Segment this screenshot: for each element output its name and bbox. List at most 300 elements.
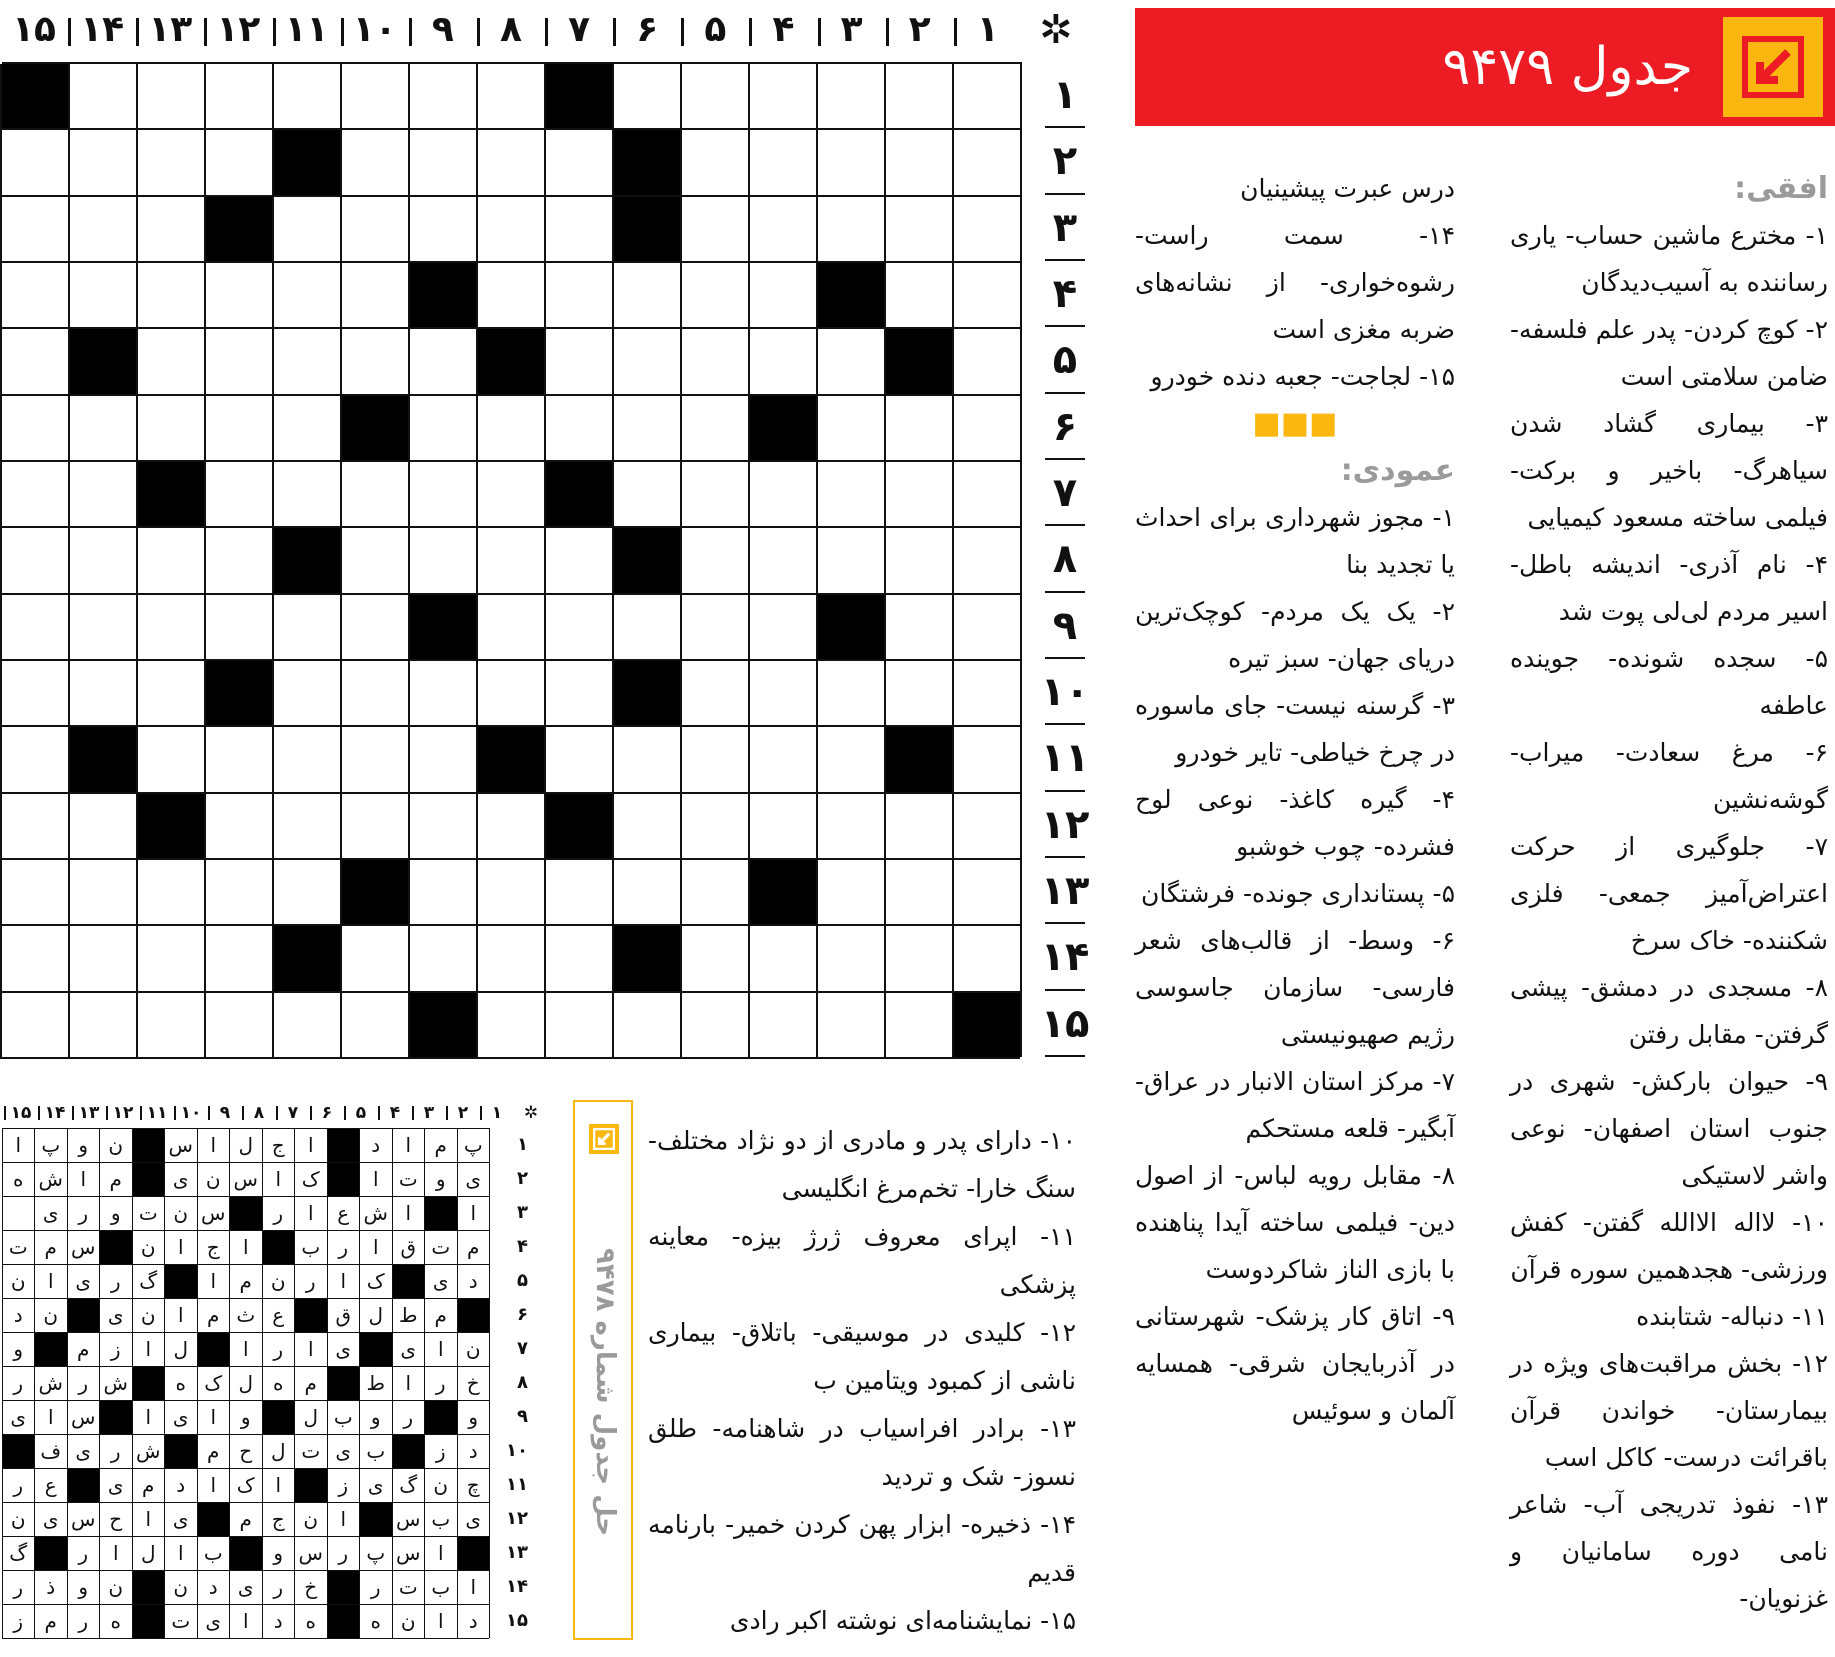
grid-cell[interactable] <box>0 794 68 860</box>
grid-cell[interactable] <box>408 462 476 528</box>
clue-text: ۳- گرسنه نیست- جای ماسوره در چرخ خیاطی- تایر خودرو <box>1135 691 1455 767</box>
grid-cell[interactable] <box>204 462 272 528</box>
grid-cell[interactable] <box>204 396 272 462</box>
black-cell <box>544 64 612 130</box>
grid-cell[interactable] <box>68 197 136 263</box>
grid-cell[interactable] <box>68 130 136 196</box>
black-cell <box>204 661 272 727</box>
grid-cell[interactable] <box>340 263 408 329</box>
grid-cell[interactable] <box>748 64 816 130</box>
grid-cell[interactable] <box>544 993 612 1059</box>
grid-cell[interactable] <box>204 926 272 992</box>
grid-cell[interactable] <box>952 197 1020 263</box>
grid-cell[interactable] <box>884 263 952 329</box>
grid-cell[interactable] <box>544 329 612 395</box>
black-cell <box>272 130 340 196</box>
grid-cell[interactable] <box>884 993 952 1059</box>
clues-middle-column <box>1135 165 1455 1434</box>
grid-cell[interactable] <box>0 860 68 926</box>
grid-cell[interactable] <box>748 993 816 1059</box>
grid-cell[interactable] <box>476 263 544 329</box>
grid-cell[interactable] <box>0 329 68 395</box>
grid-cell[interactable] <box>408 130 476 196</box>
grid-cell[interactable] <box>884 661 952 727</box>
row-number: ۶ <box>1030 394 1100 460</box>
solution-letter: ش <box>34 1367 67 1401</box>
grid-cell[interactable] <box>136 396 204 462</box>
solution-row-number: ۷ <box>517 1338 528 1359</box>
grid-cell[interactable] <box>340 595 408 661</box>
grid-cell[interactable] <box>204 727 272 793</box>
grid-cell[interactable] <box>476 197 544 263</box>
solution-letter: ا <box>197 1401 230 1435</box>
grid-cell[interactable] <box>136 197 204 263</box>
grid-cell[interactable] <box>136 64 204 130</box>
solution-row-number: ۲ <box>517 1168 528 1189</box>
grid-cell[interactable] <box>952 794 1020 860</box>
solution-letter: ت <box>164 1605 197 1639</box>
grid-cell[interactable] <box>68 595 136 661</box>
solution-letter: و <box>2 1333 35 1367</box>
grid-cell[interactable] <box>748 528 816 594</box>
grid-cell[interactable] <box>748 794 816 860</box>
solution-letter: ا <box>457 1197 490 1231</box>
clue-text: ۸- مسجدی در دمشق- پیشی گرفتن- مقابل رفتن <box>1510 973 1828 1049</box>
solution-row-number: ۶ <box>517 1304 528 1325</box>
grid-cell[interactable] <box>680 595 748 661</box>
solution-letter: ک <box>197 1367 230 1401</box>
grid-cell[interactable] <box>816 860 884 926</box>
solution-black-cell <box>197 1503 230 1537</box>
grid-cell[interactable] <box>0 396 68 462</box>
grid-cell[interactable] <box>204 794 272 860</box>
grid-cell[interactable] <box>680 263 748 329</box>
solution-letter: ی <box>67 1435 100 1469</box>
grid-cell[interactable] <box>408 661 476 727</box>
solution-letter: ش <box>34 1163 67 1197</box>
grid-cell[interactable] <box>272 197 340 263</box>
grid-cell[interactable] <box>612 794 680 860</box>
grid-cell[interactable] <box>612 396 680 462</box>
grid-cell[interactable] <box>952 329 1020 395</box>
grid-cell[interactable] <box>68 396 136 462</box>
grid-cell[interactable] <box>476 926 544 992</box>
grid-cell[interactable] <box>0 661 68 727</box>
grid-cell[interactable] <box>884 926 952 992</box>
row-number: ۵ <box>1030 327 1100 393</box>
grid-cell[interactable] <box>680 462 748 528</box>
grid-cell[interactable] <box>476 595 544 661</box>
column-number: ۱۴ <box>68 0 136 60</box>
grid-cell[interactable] <box>340 130 408 196</box>
grid-cell[interactable] <box>136 329 204 395</box>
grid-cell[interactable] <box>68 64 136 130</box>
grid-cell[interactable] <box>340 528 408 594</box>
grid-cell[interactable] <box>884 595 952 661</box>
grid-cell[interactable] <box>272 396 340 462</box>
grid-cell[interactable] <box>612 993 680 1059</box>
grid-cell[interactable] <box>612 263 680 329</box>
grid-cell[interactable] <box>204 130 272 196</box>
grid-cell[interactable] <box>816 396 884 462</box>
grid-cell[interactable] <box>0 926 68 992</box>
solution-letter: ا <box>424 1537 457 1571</box>
grid-cell[interactable] <box>544 263 612 329</box>
grid-cell[interactable] <box>476 462 544 528</box>
grid-cell[interactable] <box>816 727 884 793</box>
grid-cell[interactable] <box>544 727 612 793</box>
grid-cell[interactable] <box>272 794 340 860</box>
grid-cell[interactable] <box>272 727 340 793</box>
grid-cell[interactable] <box>544 528 612 594</box>
solution-letter: گ <box>392 1469 425 1503</box>
grid-cell[interactable] <box>680 794 748 860</box>
grid-cell[interactable] <box>612 727 680 793</box>
clue-text: ۱۱- دنباله- شتابنده <box>1636 1302 1828 1331</box>
solution-column-number: ۱۵ <box>4 1098 38 1128</box>
grid-cell[interactable] <box>544 661 612 727</box>
grid-cell[interactable] <box>816 64 884 130</box>
grid-cell[interactable] <box>136 528 204 594</box>
grid-cell[interactable] <box>952 595 1020 661</box>
clue-text: ۱۴- ذخیره- ابزار پهن کردن خمیر- بارنامه قدیم <box>648 1510 1076 1587</box>
solution-letter: ب <box>424 1571 457 1605</box>
solution-letter: ا <box>392 1197 425 1231</box>
grid-cell[interactable] <box>272 462 340 528</box>
grid-cell[interactable] <box>884 528 952 594</box>
solution-row-number: ۱۳ <box>506 1542 528 1563</box>
grid-cell[interactable] <box>272 860 340 926</box>
grid-cell[interactable] <box>748 462 816 528</box>
grid-cell[interactable] <box>136 926 204 992</box>
solution-letter: ر <box>67 1537 100 1571</box>
solution-letter: م <box>67 1333 100 1367</box>
grid-cell[interactable] <box>748 661 816 727</box>
grid-cell[interactable] <box>612 860 680 926</box>
black-cell <box>816 595 884 661</box>
solution-letter: ا <box>359 1163 392 1197</box>
solution-letter: ز <box>2 1605 35 1639</box>
vertical-header: عمودی: <box>1340 453 1455 488</box>
solution-black-cell <box>132 1605 165 1639</box>
grid-cell[interactable] <box>612 329 680 395</box>
solution-letter: ی <box>99 1469 132 1503</box>
grid-cell[interactable] <box>816 926 884 992</box>
black-cell <box>612 197 680 263</box>
solution-letter: د <box>262 1605 295 1639</box>
grid-cell[interactable] <box>68 661 136 727</box>
grid-cell[interactable] <box>68 462 136 528</box>
grid-cell[interactable] <box>340 993 408 1059</box>
solution-letter: ی <box>327 1435 360 1469</box>
column-numbers <box>0 0 1090 60</box>
solution-letter: ب <box>359 1435 392 1469</box>
grid-cell[interactable] <box>272 329 340 395</box>
grid-cell[interactable] <box>408 528 476 594</box>
grid-cell[interactable] <box>748 926 816 992</box>
grid-cell[interactable] <box>816 993 884 1059</box>
grid-cell[interactable] <box>204 595 272 661</box>
grid-cell[interactable] <box>680 528 748 594</box>
grid-cell[interactable] <box>68 993 136 1059</box>
grid-cell[interactable] <box>68 926 136 992</box>
solution-letter: و <box>67 1571 100 1605</box>
grid-cell[interactable] <box>408 197 476 263</box>
grid-cell[interactable] <box>0 263 68 329</box>
grid-cell[interactable] <box>816 462 884 528</box>
column-number: ۱۲ <box>204 0 272 60</box>
grid-cell[interactable] <box>816 528 884 594</box>
grid-cell[interactable] <box>680 727 748 793</box>
grid-cell[interactable] <box>884 794 952 860</box>
grid-cell[interactable] <box>0 993 68 1059</box>
grid-cell[interactable] <box>680 926 748 992</box>
grid-cell[interactable] <box>816 130 884 196</box>
grid-cell[interactable] <box>204 993 272 1059</box>
grid-cell[interactable] <box>408 329 476 395</box>
grid-cell[interactable] <box>0 462 68 528</box>
grid-cell[interactable] <box>340 64 408 130</box>
solution-letter: ل <box>164 1333 197 1367</box>
grid-cell[interactable] <box>680 396 748 462</box>
grid-cell[interactable] <box>748 130 816 196</box>
grid-cell[interactable] <box>0 528 68 594</box>
black-cell <box>748 396 816 462</box>
grid-cell[interactable] <box>816 794 884 860</box>
grid-cell[interactable] <box>68 263 136 329</box>
grid-cell[interactable] <box>680 197 748 263</box>
grid-cell[interactable] <box>136 263 204 329</box>
grid-cell[interactable] <box>0 130 68 196</box>
grid-cell[interactable] <box>680 993 748 1059</box>
grid-cell[interactable] <box>952 263 1020 329</box>
solution-letter: پ <box>34 1129 67 1163</box>
grid-cell[interactable] <box>680 661 748 727</box>
grid-cell[interactable] <box>272 263 340 329</box>
clue-text: ۱- مخترع ماشین حساب- یاری رساننده به آسیب‌دیدگان <box>1510 221 1828 297</box>
grid-cell[interactable] <box>340 926 408 992</box>
horizontal-header: افقی: <box>1734 171 1828 206</box>
grid-cell[interactable] <box>612 462 680 528</box>
solution-row-number: ۸ <box>517 1372 528 1393</box>
solution-letter: ر <box>99 1265 132 1299</box>
grid-cell[interactable] <box>884 64 952 130</box>
grid-cell[interactable] <box>748 329 816 395</box>
grid-cell[interactable] <box>204 329 272 395</box>
solution-letter: ر <box>99 1435 132 1469</box>
solution-letter: ن <box>99 1571 132 1605</box>
solution-row-number: ۱۴ <box>506 1576 528 1597</box>
solution-letter: د <box>2 1299 35 1333</box>
clue-text: ۵- سجده شونده- جوینده عاطفه <box>1510 644 1828 720</box>
solution-letter: ی <box>424 1265 457 1299</box>
grid-cell[interactable] <box>884 860 952 926</box>
grid-cell[interactable] <box>476 528 544 594</box>
grid-cell[interactable] <box>952 727 1020 793</box>
solution-column-number: ۱ <box>480 1098 514 1128</box>
solution-row-number: ۴ <box>517 1236 528 1257</box>
grid-cell[interactable] <box>68 860 136 926</box>
grid-cell[interactable] <box>816 197 884 263</box>
grid-cell[interactable] <box>136 130 204 196</box>
grid-cell[interactable] <box>204 528 272 594</box>
grid-cell[interactable] <box>544 197 612 263</box>
solution-letter: ر <box>67 1197 100 1231</box>
grid-cell[interactable] <box>476 993 544 1059</box>
grid-cell[interactable] <box>272 993 340 1059</box>
grid-cell[interactable] <box>476 130 544 196</box>
grid-cell[interactable] <box>136 727 204 793</box>
solution-letter: ن <box>164 1197 197 1231</box>
grid-cell[interactable] <box>952 926 1020 992</box>
grid-cell[interactable] <box>476 860 544 926</box>
grid-cell[interactable] <box>884 130 952 196</box>
solution-letter: ر <box>2 1367 35 1401</box>
grid-cell[interactable] <box>952 528 1020 594</box>
solution-letter: ی <box>2 1401 35 1435</box>
black-cell <box>612 130 680 196</box>
grid-cell[interactable] <box>136 993 204 1059</box>
grid-cell[interactable] <box>748 727 816 793</box>
grid-cell[interactable] <box>408 794 476 860</box>
solution-letter: ا <box>262 1163 295 1197</box>
grid-cell[interactable] <box>952 462 1020 528</box>
solution-black-cell <box>424 1197 457 1231</box>
grid-cell[interactable] <box>748 595 816 661</box>
grid-cell[interactable] <box>136 595 204 661</box>
grid-cell[interactable] <box>544 595 612 661</box>
solution-letter: ل <box>359 1299 392 1333</box>
grid-cell[interactable] <box>204 64 272 130</box>
grid-cell[interactable] <box>952 130 1020 196</box>
grid-cell[interactable] <box>476 64 544 130</box>
grid-cell[interactable] <box>136 860 204 926</box>
grid-cell[interactable] <box>544 396 612 462</box>
solution-letter: ا <box>294 1333 327 1367</box>
black-cell <box>544 462 612 528</box>
grid-cell[interactable] <box>680 130 748 196</box>
grid-cell[interactable] <box>408 396 476 462</box>
solution-letter <box>2 1197 35 1231</box>
solution-letter: ا <box>34 1265 67 1299</box>
grid-cell[interactable] <box>340 794 408 860</box>
grid-cell[interactable] <box>0 727 68 793</box>
grid-cell[interactable] <box>0 197 68 263</box>
solution-letter: ا <box>229 1231 262 1265</box>
grid-cell[interactable] <box>204 860 272 926</box>
grid-cell[interactable] <box>272 595 340 661</box>
clue-text: ۷- مرکز استان الانبار در عراق- آبگیر- قلعه مستحکم <box>1135 1067 1455 1143</box>
grid-cell[interactable] <box>68 794 136 860</box>
grid-cell[interactable] <box>136 661 204 727</box>
solution-letter: ا <box>327 1503 360 1537</box>
solution-letter: ا <box>67 1163 100 1197</box>
clue-text: ۱۰- لااله الاالله گفتن- کفش ورزشی- هجدهمین سوره قرآن <box>1510 1208 1828 1284</box>
solution-letter: ی <box>67 1265 100 1299</box>
solution-letter: ج <box>197 1231 230 1265</box>
solution-letter: ج <box>262 1129 295 1163</box>
grid-cell[interactable] <box>68 528 136 594</box>
grid-cell[interactable] <box>476 794 544 860</box>
solution-letter: ط <box>359 1367 392 1401</box>
solution-letter: م <box>457 1231 490 1265</box>
grid-cell[interactable] <box>816 661 884 727</box>
grid-cell[interactable] <box>884 396 952 462</box>
solution-letter: ه <box>262 1367 295 1401</box>
grid-cell[interactable] <box>884 462 952 528</box>
grid-cell[interactable] <box>816 329 884 395</box>
grid-cell[interactable] <box>0 595 68 661</box>
solution-black-cell <box>132 1367 165 1401</box>
grid-cell[interactable] <box>884 197 952 263</box>
grid-cell[interactable] <box>340 462 408 528</box>
solution-letter: ج <box>262 1503 295 1537</box>
solution-letter: ب <box>327 1401 360 1435</box>
solution-letter: ا <box>132 1503 165 1537</box>
column-number: ۱۵ <box>12 9 57 50</box>
grid-cell[interactable] <box>544 130 612 196</box>
grid-cell[interactable] <box>952 396 1020 462</box>
solution-letter: ت <box>132 1197 165 1231</box>
grid-cell[interactable] <box>340 661 408 727</box>
grid-cell[interactable] <box>952 64 1020 130</box>
solution-letter: ه <box>164 1367 197 1401</box>
clue-text: ۱۳- برادر افراسیاب در شاهنامه- طلق نسوز- شک و تردید <box>648 1414 1076 1491</box>
grid-cell[interactable] <box>204 263 272 329</box>
solution-letter: س <box>67 1401 100 1435</box>
column-number: ۴ <box>749 0 817 60</box>
solution-letter: ن <box>2 1503 35 1537</box>
grid-cell[interactable] <box>952 860 1020 926</box>
grid-cell[interactable] <box>544 926 612 992</box>
grid-cell[interactable] <box>272 661 340 727</box>
grid-cell[interactable] <box>680 329 748 395</box>
grid-cell[interactable] <box>612 64 680 130</box>
column-number: ۹ <box>409 0 477 60</box>
grid-cell[interactable] <box>680 64 748 130</box>
grid-cell[interactable] <box>476 396 544 462</box>
solution-letter: ی <box>164 1503 197 1537</box>
grid-cell[interactable] <box>408 860 476 926</box>
grid-cell[interactable] <box>748 197 816 263</box>
grid-cell[interactable] <box>680 860 748 926</box>
grid-cell[interactable] <box>340 197 408 263</box>
grid-cell[interactable] <box>612 595 680 661</box>
solution-letter: ی <box>229 1571 262 1605</box>
solution-letter: د <box>457 1605 490 1639</box>
solution-column-number: ۱۱ <box>140 1098 174 1128</box>
grid-cell[interactable] <box>544 860 612 926</box>
solution-letter: ن <box>34 1299 67 1333</box>
grid-cell[interactable] <box>272 64 340 130</box>
solution-black-cell <box>99 1231 132 1265</box>
grid-cell[interactable] <box>408 64 476 130</box>
solution-black-cell <box>327 1163 360 1197</box>
grid-cell[interactable] <box>340 727 408 793</box>
clue-text: ۵- پستانداری جونده- فرشتگان <box>1141 879 1455 908</box>
grid-cell[interactable] <box>748 263 816 329</box>
solution-row-number: ۱۱ <box>506 1474 528 1495</box>
solution-row-number: ۹ <box>517 1406 528 1427</box>
grid-cell[interactable] <box>340 329 408 395</box>
grid-cell[interactable] <box>952 661 1020 727</box>
solution-letter: ک <box>294 1163 327 1197</box>
grid-cell[interactable] <box>476 661 544 727</box>
black-cell <box>816 263 884 329</box>
grid-cell[interactable] <box>408 926 476 992</box>
grid-cell[interactable] <box>408 727 476 793</box>
solution-letter: ر <box>2 1469 35 1503</box>
